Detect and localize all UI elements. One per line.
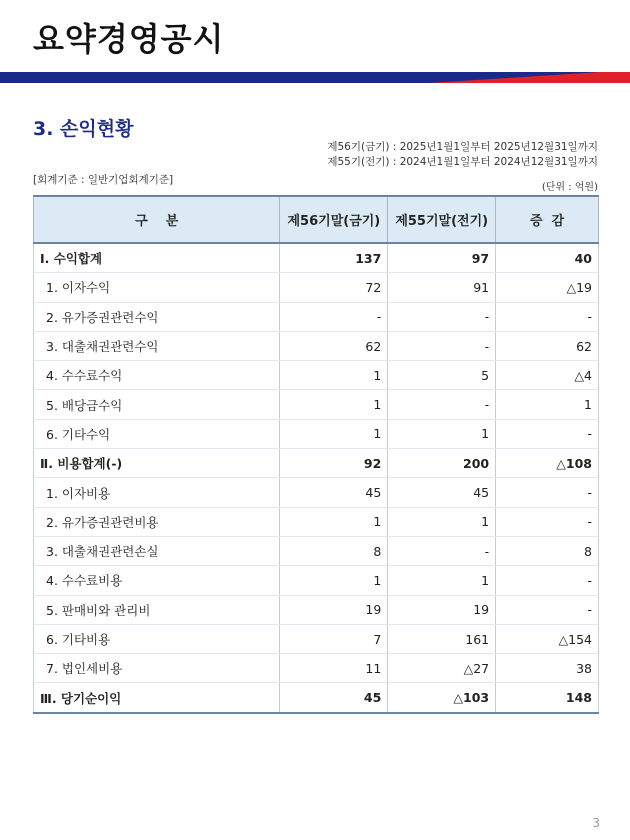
row-current-value: 1 xyxy=(280,361,388,390)
row-name: 2. 유가증권관련수익 xyxy=(34,302,280,331)
row-previous-value: - xyxy=(388,536,496,565)
row-previous-value: 1 xyxy=(388,507,496,536)
row-name: 3. 대출채권관련수익 xyxy=(34,331,280,360)
row-previous-value: 97 xyxy=(388,243,496,273)
table-row xyxy=(34,566,599,595)
table-row xyxy=(34,624,599,653)
row-current-value: 1 xyxy=(280,566,388,595)
header-change: 증 감 xyxy=(496,196,599,243)
table-row xyxy=(34,419,599,448)
row-previous-value: - xyxy=(388,302,496,331)
row-current-value: 72 xyxy=(280,273,388,302)
row-previous-value: 5 xyxy=(388,361,496,390)
table-row xyxy=(34,361,599,390)
row-current-value: 1 xyxy=(280,507,388,536)
row-previous-value: 45 xyxy=(388,478,496,507)
row-previous-value: 19 xyxy=(388,595,496,624)
header-bar xyxy=(0,72,630,83)
row-current-value: 8 xyxy=(280,536,388,565)
row-change-value: - xyxy=(496,302,599,331)
row-change-value: - xyxy=(496,507,599,536)
row-previous-value: △27 xyxy=(388,654,496,683)
row-change-value: △19 xyxy=(496,273,599,302)
row-change-value: △108 xyxy=(496,449,599,478)
table-row xyxy=(34,507,599,536)
table-row xyxy=(34,595,599,624)
row-previous-value: 200 xyxy=(388,449,496,478)
row-name: 4. 수수료비용 xyxy=(34,566,280,595)
row-change-value: - xyxy=(496,478,599,507)
row-name: Ⅱ. 비용합계(-) xyxy=(34,449,280,478)
row-name: 1. 이자비용 xyxy=(34,478,280,507)
row-previous-value: 1 xyxy=(388,566,496,595)
table-header-row xyxy=(34,196,599,243)
row-current-value: 137 xyxy=(280,243,388,273)
table-row xyxy=(34,536,599,565)
row-change-value: 38 xyxy=(496,654,599,683)
row-current-value: - xyxy=(280,302,388,331)
row-current-value: 1 xyxy=(280,419,388,448)
row-name: 5. 배당금수익 xyxy=(34,390,280,419)
row-change-value: △4 xyxy=(496,361,599,390)
row-previous-value: - xyxy=(388,390,496,419)
header-current: 제56기말(금기) xyxy=(280,196,388,243)
row-name: 2. 유가증권관련비용 xyxy=(34,507,280,536)
row-previous-value: 1 xyxy=(388,419,496,448)
row-change-value: 62 xyxy=(496,331,599,360)
unit-label: (단위 : 억원) xyxy=(541,182,598,193)
row-current-value: 62 xyxy=(280,331,388,360)
row-current-value: 7 xyxy=(280,624,388,653)
table-row xyxy=(34,478,599,507)
table-row xyxy=(34,331,599,360)
row-change-value: - xyxy=(496,419,599,448)
row-change-value: 8 xyxy=(496,536,599,565)
row-name: 1. 이자수익 xyxy=(34,273,280,302)
row-change-value: 1 xyxy=(496,390,599,419)
row-name: 3. 대출채권관련손실 xyxy=(34,536,280,565)
table-total-row xyxy=(34,683,599,713)
row-change-value: △154 xyxy=(496,624,599,653)
section-title: 3. 손익현황 xyxy=(33,118,134,140)
table-total-row xyxy=(34,243,599,273)
header-previous: 제55기말(전기) xyxy=(388,196,496,243)
row-previous-value: 91 xyxy=(388,273,496,302)
page-number: 3 xyxy=(592,816,600,830)
table-row xyxy=(34,302,599,331)
row-name: 5. 판매비와 관리비 xyxy=(34,595,280,624)
period-previous: 제55기(전기) : 2024년1월1일부터 2024년12월31일까지 xyxy=(327,156,598,168)
row-previous-value: 161 xyxy=(388,624,496,653)
period-current: 제56기(금기) : 2025년1월1일부터 2025년12월31일까지 xyxy=(327,141,598,153)
row-current-value: 92 xyxy=(280,449,388,478)
row-change-value: - xyxy=(496,595,599,624)
row-current-value: 1 xyxy=(280,390,388,419)
row-name: Ⅰ. 수익합계 xyxy=(34,243,280,273)
row-name: 6. 기타비용 xyxy=(34,624,280,653)
row-change-value: 148 xyxy=(496,683,599,713)
row-change-value: - xyxy=(496,566,599,595)
table-row xyxy=(34,273,599,302)
accounting-basis: [회계기준 : 일반기업회계기준] xyxy=(33,174,174,186)
row-name: 7. 법인세비용 xyxy=(34,654,280,683)
document-title: 요약경영공시 xyxy=(33,20,225,58)
row-current-value: 45 xyxy=(280,478,388,507)
period-info xyxy=(327,140,598,170)
row-current-value: 11 xyxy=(280,654,388,683)
table-row xyxy=(34,390,599,419)
table-total-row xyxy=(34,449,599,478)
row-previous-value: △103 xyxy=(388,683,496,713)
row-name: Ⅲ. 당기순이익 xyxy=(34,683,280,713)
row-current-value: 45 xyxy=(280,683,388,713)
header-category: 구 분 xyxy=(34,196,280,243)
table-row xyxy=(34,654,599,683)
row-previous-value: - xyxy=(388,331,496,360)
income-statement-table xyxy=(33,195,599,714)
row-name: 6. 기타수익 xyxy=(34,419,280,448)
row-change-value: 40 xyxy=(496,243,599,273)
row-name: 4. 수수료수익 xyxy=(34,361,280,390)
row-current-value: 19 xyxy=(280,595,388,624)
